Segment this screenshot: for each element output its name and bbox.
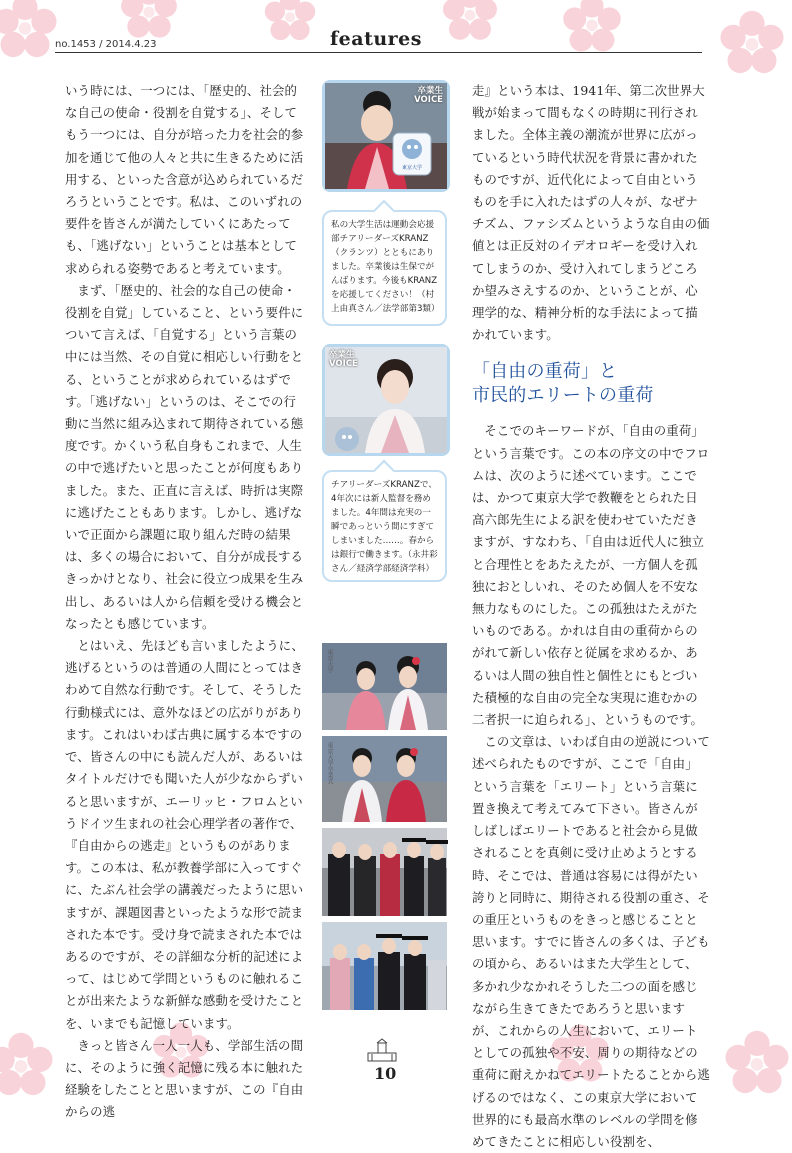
graduation-photo xyxy=(322,736,447,822)
voice-badge-line: 卒業生 xyxy=(417,86,443,96)
voice-comment: チアリーダーズKRANZで、4年次には新人監督を務めました。4年間は充実の一瞬であっという間にすぎてしまいました……。春からは銀行で働きます。（永井彩さん／経済学部経済学科） xyxy=(331,480,438,574)
graduation-photo xyxy=(322,643,447,730)
voice-comment-bubble xyxy=(322,470,447,582)
voice-comment-bubble xyxy=(322,210,447,326)
graduate-photo xyxy=(322,344,450,456)
right-text-column xyxy=(472,80,710,1153)
body-paragraph: とはいえ、先ほども言いましたように、逃げるというのは普通の人間にとってはきわめて自然な行動です。そして、そうした行動様式には、意外なほどの広がりがあります。これはいわば古典に属する本ですので、皆さんの中にも読んだ人が、あるいはタイトルだけでも聞いた人が少なからずいると思いますが、エーリッヒ・フロムというドイツ生まれの社会心理学者の著作で、『自由からの逃走』というものがあります。この本は、私が教養学部に入ってすぐに、たぶん社会学の講義だったように思いますが、課題図書といったような形で読まされた本です。受け身で読まされた本ではあるのですが、その詳細な分析的記述によって、はじめて学問というものに触れることが出来たような新鮮な感動を受けたことを、いまでも記憶しています。 xyxy=(65,638,304,1031)
voice-badge-line: VOICE xyxy=(414,95,443,105)
voice-badge xyxy=(329,351,358,369)
sign-text: 東京大学 xyxy=(401,165,423,171)
sakura-flower-icon xyxy=(262,0,318,44)
subheading xyxy=(472,360,710,408)
sakura-flower-icon xyxy=(0,1030,56,1100)
issue-number: no.1453 / 2014.4.23 xyxy=(55,39,157,50)
graduation-photo xyxy=(322,828,447,916)
graduation-photo xyxy=(322,922,447,1010)
sakura-flower-icon xyxy=(0,0,60,62)
sakura-flower-icon xyxy=(717,8,787,78)
graduate-photo xyxy=(322,80,450,192)
sakura-flower-icon xyxy=(560,0,624,56)
body-paragraph: いう時には、一つには、「歴史的、社会的な自己の使命・役割を自覚する」、そしてもう一つには、自分が培った力を社会的参加を通じて他の人々と共に生きるために活用する、といった含意が込められているだろうということです。私は、このいずれの要件を皆さんが満たしていくにあたっても、「逃げない」ということは基本として求められる姿勢であると考えています。 xyxy=(65,83,304,276)
subheading-line: 「自由の重荷」と xyxy=(472,361,618,383)
sakura-flower-icon xyxy=(118,0,180,42)
body-paragraph: まず、「歴史的、社会的な自己の使命・役割を自覚」していること、という要件について言えば、「自覚する」という言葉の中には当然、その自覚に相応しい行動をとる、ということが求められているはずです。「逃げない」というのは、そこでの行動に当然に組み込まれて期待されている態度です。かくいう私自身もこれまで、人生の中で逃げたいと思ったことが何度もありました。また、正直に言えば、時折は実際に逃げたこともあります。しかし、逃げないで正面から課題に取り組んだ時の結果は、多くの場合において、自分が成長するきっかけとなり、社会に役立つ成果を生み出し、あるいは人から信頼を受ける機会となったとも感じています。 xyxy=(65,282,304,631)
body-paragraph: 走』という本は、1941年、第二次世界大戦が始まって間もなくの時期に刊行されました。全体主義の潮流が世界に広がっているという時代状況を背景に書かれたものですが、近代化によって自由というものを手に入れたはずの人々が、なぜナチズム、ファシズムというような自由の価値とは正反対のイデオロギーを受け入れてしまうのか、受け入れてしまうどころか望みさえするのか、ということが、心理学的な、精神分析的な手法によって描かれています。 xyxy=(472,83,710,343)
voice-badge xyxy=(414,87,443,105)
subheading-line: 市民的エリートの重荷 xyxy=(472,385,654,407)
yasuda-auditorium-icon xyxy=(364,1039,400,1061)
left-text-column xyxy=(65,80,305,1124)
voice-badge-line: 卒業生 xyxy=(329,350,355,360)
voice-comment: 私の大学生活は運動会応援部チアリーダーズKRANZ（クランツ）とともにありました。卒業後は生保でがんばります。今後もKRANZを応援してください！（村上由真さん／法学部第3類） xyxy=(331,220,440,314)
page-number: 10 xyxy=(374,1064,397,1083)
voice-badge-line: VOICE xyxy=(329,359,358,369)
body-paragraph: きっと皆さん一人一人も、学部生活の間に、そのように強く記憶に残る本に触れた経験をしたことと思いますが、この『自由からの逃 xyxy=(65,1037,304,1120)
header-divider xyxy=(55,52,702,53)
sakura-flower-icon xyxy=(722,1028,792,1098)
sakura-flower-icon xyxy=(440,0,500,44)
section-title: features xyxy=(330,28,422,50)
body-paragraph: この文章は、いわば自由の逆説について述べられたものですが、ここで「自由」という言葉を「エリート」という言葉に置き換えて考えてみて下さい。皆さんがしばしばエリートであると社会から見做されることを真剣に受け止めようとする時、そこでは、普通は容易には得がたい誇りと同時に、期待される役割の重さ、その重圧というものをきっと感じることと思います。すでに皆さんの多くは、子どもの頃から、あるいはまた大学生として、多かれ少なかれそうした二つの面を感じながら生きてきたであろうと思いますが、これからの人生において、エリートとしての孤独や不安、周りの期待などの重荷に耐えかねてエリートたることから逃げるのではなく、この東京大学において世界的にも最高水準のレベルの学問を修めてきたことに相応しい役割を、 xyxy=(472,734,710,1149)
body-paragraph: そこでのキーワードが、「自由の重荷」という言葉です。この本の序文の中でフロムは、次のように述べています。ここでは、かつて東京大学で教鞭をとられた日高六郎先生による訳を使わせていただきますが、すなわち、「自由は近代人に独立と合理性とをあたえたが、一方個人を孤独におとしいれ、そのため個人を不安な無力なものにした。この孤独はたえがたいものである。かれは自由の重荷からのがれて新しい依存と従属を求めるか、あるいは人間の独自性と個性とにもとづいた積極的な自由の完全な実現に進むかの二者択一に迫られる」、というものです。 xyxy=(472,423,710,728)
photo-caption: 東京大学 xyxy=(326,649,333,673)
photo-caption: 東京大学卒業式 xyxy=(326,742,333,784)
